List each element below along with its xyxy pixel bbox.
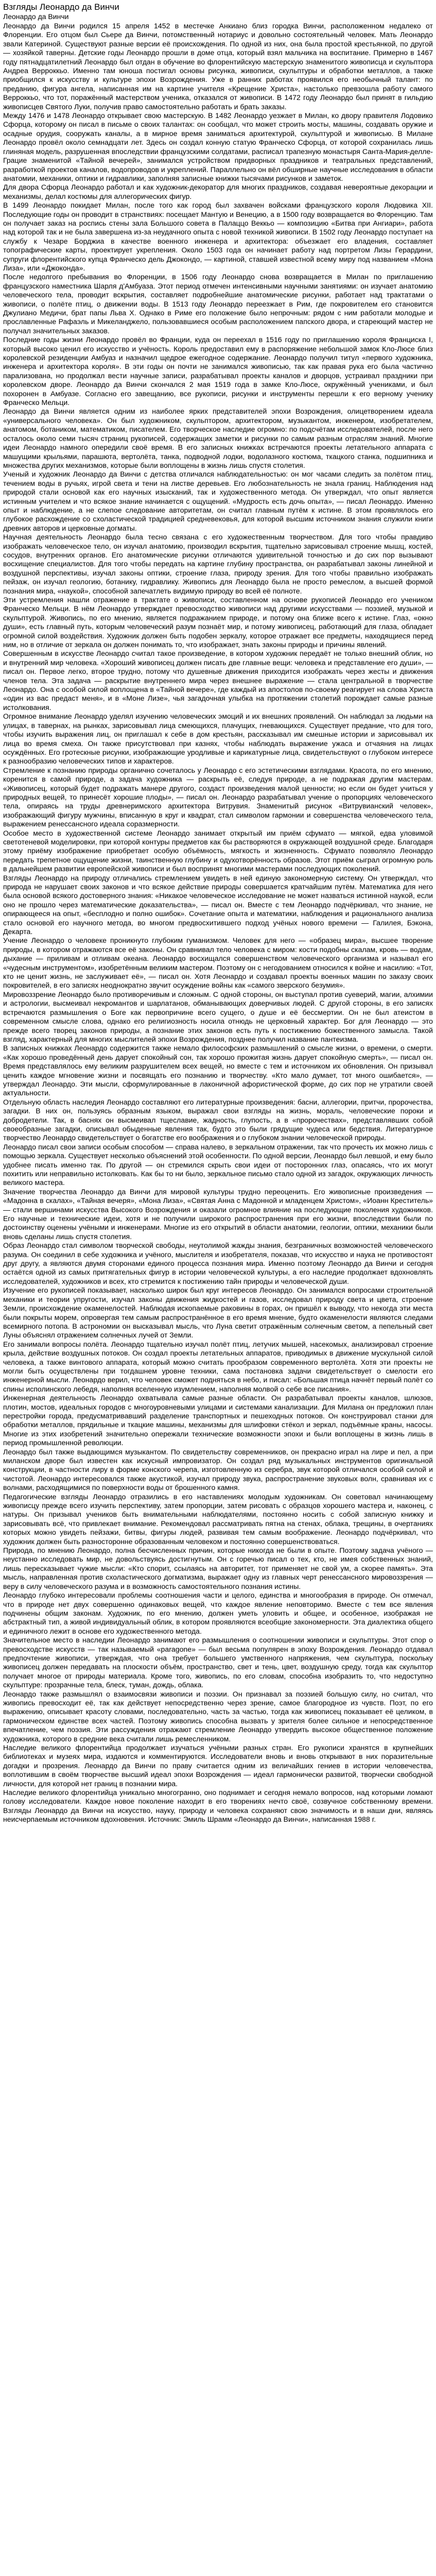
paragraph: Отдельную область наследия Леонардо составляют его литературные произведения: басни, аллегории, притчи, пророчества, загадки. В них он, пользуясь образным языком, выражал свои взгляды на жизнь, мораль, человеческие пороки и добродетели. Так, в баснях он высмеивал тщеславие, жадность, глупость, а в «пророчествах», представлявших собой своеобразные загадки, описывал обыденные явления так, будто это были грядущие чудеса или бедствия. Литературное творчество Леонардо свидетельствует о богатстве его воображения и о глубоком знании человеческой природы. <box>3 1097 433 1142</box>
paragraph: Особое место в художественной системе Леонардо занимает открытый им приём сфумато — мягкой, едва уловимой светотеневой моделировки, при которой контуры предметов как бы растворяются в окружающей воздушной среде. Благодаря этому приёму изображение приобретает особую объёмность, мягкость и жизненность. Сфумато позволяло Леонардо передать трепетное ощущение жизни, таинственную глубину и одухотворённость образов. Этот приём сыграл огромную роль в дальнейшем развитии европейской живописи и был воспринят многими мастерами последующих поколений. <box>3 828 433 873</box>
paragraph: Леонардо да Винчи является одним из наиболее ярких представителей эпохи Возрождения, олицетворением идеала «универсального человека». Он был художником, скульптором, архитектором, музыкантом, инженером, изобретателем, анатомом, ботаником, математиком, писателем. Его творческое наследие огромно: по подсчётам исследователей, после него осталось около семи тысяч страниц рукописей, содержащих заметки и рисунки по самым разным отраслям знаний. Многие идеи Леонардо намного опередили своё время. В его записных книжках встречаются проекты летательного аппарата с машущими крыльями, парашюта, вертолёта, танка, подводной лодки, водолазного костюма, ткацкого станка, подшипника и множества других механизмов, которые были воплощены в жизнь лишь спустя столетия. <box>3 407 433 469</box>
paragraph: Леонардо был также выдающимся музыкантом. По свидетельству современников, он прекрасно играл на лире и пел, а при миланском дворе был известен как искусный импровизатор. Он создал ряд музыкальных инструментов оригинальной конструкции, в частности лиру в форме конского черепа, изготовленную из серебра, звук которой отличался особой силой и чистотой. Леонардо интересовался также акустикой, изучал природу звука, распространение звуковых волн, сравнивая их с волнами, расходящимися по поверхности воды от брошенного камня. <box>3 1447 433 1492</box>
paragraph: Для двора Сфорца Леонардо работал и как художник-декоратор для многих праздников, создавая невероятные декорации и механизмы, делал костюмы для аллегорических фигур. <box>3 183 433 200</box>
paragraph: После недолгого пребывания во Флоренции, в 1506 году Леонардо снова возвращается в Милан по приглашению французского наместника Шарля д'Амбуаза. Этот период отмечен интенсивными научными занятиями: он изучает анатомию человеческого тела, проводит вскрытия, составляет подробнейшие анатомические рисунки, работает над трактатами о живописи, о полёте птиц, о движении воды. В 1513 году Леонардо переезжает в Рим, где покровителем его становится Джулиано Медичи, брат папы Льва X. Однако в Риме его положение было непрочным: рядом с ним работали молодые и прославленные Рафаэль и Микеланджело, пользовавшиеся особым расположением папского двора, и стареющий мастер не получал значительных заказов. <box>3 273 433 335</box>
paragraph: Мировоззрение Леонардо было противоречивым и сложным. С одной стороны, он выступал против суеверий, магии, алхимии и астрологии, высмеивал некромантов и шарлатанов, обманывающих доверчивых людей. С другой стороны, в его записях встречаются размышления о Боге как первопричине всего сущего, о душе и её бессмертии. Он не был атеистом в современном смысле слова, однако его религиозность носила отнюдь не церковный характер. Бог для Леонардо — это прежде всего творец законов природы, а познание этих законов есть путь к постижению божественного замысла. Такой взгляд, характерный для многих мыслителей эпохи Возрождения, позднее получил название пантеизма. <box>3 990 433 1043</box>
paragraph: Учение Леонардо о человеке проникнуто глубоким гуманизмом. Человек для него — «образец мира», высшее творение природы, в котором отражаются все её законы. Он сравнивал тело человека с миром: кости подобны скалам, кровь — водам, дыхание — приливам и отливам океана. Леонардо восхищался совершенством человеческого организма и называл его «чудесным инструментом», изобретённым великим мастером. Поэтому он с негодованием относился к войне и насилию: «Тот, кто не ценит жизнь, не заслуживает её», — писал он. Хотя Леонардо и создавал проекты военных машин по заказу своих покровителей, в его записях неоднократно звучит осуждение войны как «самого зверского безумия». <box>3 936 433 990</box>
paragraph: Леонардо также размышлял о взаимосвязи живописи и поэзии. Он признавал за поэзией большую силу, но считал, что живопись превосходит её, так как действует непосредственно через зрение, самое благородное из чувств. Поэт, по его выражению, описывает красоту словами, последовательно, часть за частью, тогда как живописец показывает её целиком, в гармоническом единстве всех частей. Поэтому живопись способна вызвать у зрителя более сильное и непосредственное впечатление, чем поэзия. Эти рассуждения отражают стремление Леонардо утвердить высокое общественное положение художника, которого в средние века считали лишь ремесленником. <box>3 1689 433 1743</box>
paragraph: Педагогические взгляды Леонардо отразились в его наставлениях молодым художникам. Он советовал начинающему живописцу прежде всего изучить перспективу, затем пропорции, затем рисовать с образцов хорошего мастера и, наконец, с натуры. Он призывал учеников быть внимательными наблюдателями, постоянно носить с собой записную книжку и зарисовывать всё, что привлекает внимание. Рекомендовал рассматривать пятна на стенах, облака, трещины, в очертаниях которых можно увидеть пейзажи, битвы, фигуры людей, развивая тем самым воображение. Леонардо подчёркивал, что художник должен быть разносторонне образованным человеком и постоянно совершенствоваться. <box>3 1492 433 1546</box>
paragraph: Научная деятельность Леонардо была тесно связана с его художественным творчеством. Для того чтобы правдиво изображать человеческое тело, он изучал анатомию, производил вскрытия, тщательно зарисовывал строение мышц, костей, сосудов, внутренних органов. Его анатомические рисунки отличаются удивительной точностью и до сих пор вызывают восхищение специалистов. Для того чтобы передать на картине глубину пространства, он разрабатывал законы линейной и воздушной перспективы, изучал законы оптики, строение глаза, природу зрения. Для того чтобы правильно изображать пейзаж, он изучал геологию, ботанику, гидравлику. Живопись для Леонардо была не просто ремеслом, а высшей формой познания мира, «наукой», способной запечатлеть видимую природу во всей её полноте. <box>3 533 433 595</box>
paragraph: Совершенным в искусстве Леонардо считал такое произведение, в котором художник передаёт не только внешний облик, но и внутренний мир человека. «Хороший живописец должен писать две главные вещи: человека и представление его души», — писал он. Первое легко, второе трудно, потому что душевные движения приходится изображать через жесты и движения членов тела. Эта задача — раскрытие внутреннего мира через внешнее выражение — стала центральной в творчестве Леонардо. Она с особой силой воплощена в «Тайной вечере», где каждый из апостолов по-своему реагирует на слова Христа «один из вас предаст меня», и в «Моне Лизе», чья загадочная улыбка на протяжении столетий порождает самые разные истолкования. <box>3 649 433 711</box>
document-body <box>3 22 433 1824</box>
paragraph: Инженерная деятельность Леонардо охватывала самые разные области. Он разрабатывал проекты каналов, шлюзов, плотин, мостов, идеальных городов с многоуровневыми улицами и системами канализации. Для Милана он предложил план перестройки города, предусматривавший разделение транспортных и пешеходных потоков. Он конструировал станки для обработки металлов, прядильные и ткацкие машины, механизмы для шлифовки стёкол и зеркал, подъёмные краны, насосы. Многие из этих изобретений значительно опережали технические возможности эпохи и были воплощены в жизнь лишь в период промышленной революции. <box>3 1394 433 1447</box>
paragraph: Леонардо глубоко интересовали проблемы соотношения части и целого, единства и многообразия в природе. Он отмечал, что в природе нет двух совершенно одинаковых вещей, что каждое явление неповторимо. Вместе с тем все явления подчинены общим законам. Художник, по его мнению, должен уметь уловить и общее, и особенное, изображая не абстрактный тип, а живой индивидуальный облик, в котором проявляются всеобщие закономерности. Эта диалектика общего и единичного лежит в основе его художественного метода. <box>3 1591 433 1635</box>
paragraph: Между 1476 и 1478 Леонардо открывает свою мастерскую. В 1482 Леонардо уезжает в Милан, ко двору правителя Лодовико Сфорца, которому он писал в письме о своих талантах: он сообщал, что может строить мосты, машины, создавать оружие и осадные орудия, сооружать каналы, а в мирное время заниматься архитектурой, скульптурой и живописью. В Милане Леонардо провёл около семнадцати лет. Здесь он создал конную статую Франческо Сфорца, от которой сохранилась лишь глиняная модель, разрушенная впоследствии французскими солдатами, расписал трапезную монастыря Санта-Мария-делле-Грацие знаменитой «Тайной вечерей», занимался устройством придворных праздников и театральных представлений, разработкой проектов каналов, водопроводов и укреплений. Параллельно он вёл обширные научные исследования в области анатомии, механики, оптики и гидравлики, заполняя записные книжки тысячами рисунков и заметок. <box>3 111 433 182</box>
document-title: Взгляды Леонардо да Винчи <box>3 2 119 12</box>
paragraph: В 1499 Леонардо покидает Милан, после того как город был захвачен войсками французского короля Людовика XII. Последующие годы он проводит в странствиях: посещает Мантую и Венецию, а в 1500 году возвращается во Флоренцию. Там он получает заказ на роспись стены зала Большого совета в Палаццо Веккьо — композицию «Битва при Ангиари», работа над которой так и не была завершена из-за неудачного опыта с новой техникой живописи. В 1502 году Леонардо поступает на службу к Чезаре Борджиа в качестве военного инженера и архитектора: объезжает его владения, составляет топографические карты, проектирует укрепления. Около 1503 года он начинает работу над портретом Лизы Герардини, супруги флорентийского купца Франческо дель Джокондо, — картиной, ставшей известной всему миру под названием «Мона Лиза», или «Джоконда». <box>3 201 433 272</box>
paragraph: Взгляды Леонардо на природу отличались стремлением увидеть в ней единую закономерную систему. Он утверждал, что природа не нарушает своих законов и что всякое действие природы совершается кратчайшим путём. Математика для него была основой всякого достоверного знания: «Никакое человеческое исследование не может назваться истинной наукой, если оно не прошло через математические доказательства», — писал он. Вместе с тем Леонардо подчёркивал, что знание, не опирающееся на опыт, «бесплодно и полно ошибок». Сочетание опыта и математики, наблюдения и рационального анализа стало основой его научного метода, во многом предвосхитившего подход учёных нового времени — Галилея, Бэкона, Декарта. <box>3 873 433 936</box>
paragraph: Леонардо да Винчи родился 15 апреля 1452 в местечке Анкиано близ городка Винчи, расположенном недалеко от Флоренции. Его отцом был Сьере да Винчи, потомственный нотариус и довольно состоятельный человек. Мать Леонардо звали Катериной. Существуют разные версии её происхождения. По одной из них, она была простой крестьянкой, по другой — хозяйкой таверны. Детские годы Леонардо прошли в доме отца, который взял мальчика на воспитание. Примерно в 1467 году пятнадцатилетний Леонардо был отдан в обучение во флорентийскую мастерскую знаменитого живописца и скульптора Андреа Верроккьо. Именно там юноша постигал основы рисунка, живописи, скульптуры и обработки металлов, а также приобщился к искусству и культуре эпохи Возрождения. Уже в ранних работах проявился его необычный талант: по преданию, фигура ангела, написанная им на картине учителя «Крещение Христа», настолько превзошла работу самого Верроккьо, что тот, поражённый мастерством ученика, отказался от живописи. В 1472 году Леонардо был принят в гильдию живописцев Святого Луки, получив право самостоятельно работать и брать заказы. <box>3 22 433 111</box>
paragraph: В записных книжках Леонардо содержится также немало философских размышлений о смысле жизни, о времени, о смерти. «Как хорошо проведённый день дарует спокойный сон, так хорошо прожитая жизнь дарует спокойную смерть», — писал он. Время представлялось ему великим разрушителем всех вещей, но вместе с тем и источником их обновления. Он призывал ценить каждое мгновение жизни и посвящать его познанию и творчеству. «Кто мало думает, тот много ошибается», — утверждал Леонардо. Эти мысли, сформулированные в лаконичной афористической форме, до сих пор не утратили своей актуальности. <box>3 1044 433 1097</box>
paragraph: Изучение его рукописей показывает, насколько широк был круг интересов Леонардо. Он занимался вопросами строительной механики и теории упругости, изучал законы движения жидкостей и газов, исследовал природу света и цвета, строение Земли, происхождение окаменелостей. Наблюдая ископаемые раковины в горах, он пришёл к выводу, что некогда эти места были покрыты морем, опровергая тем самым распространённое в его время мнение, будто окаменелости являются следами всемирного потопа. В астрономии он высказывал мысль, что Луна светит отражённым солнечным светом, а пепельный свет Луны объяснял отражением солнечных лучей от Земли. <box>3 1286 433 1340</box>
document-subtitle: Леонардо да Винчи <box>3 12 69 21</box>
paragraph: Наследие великого флорентийца уникально многогранно, оно поднимает и сегодня немало вопросов, над которыми ломают голову исследователи. Каждое новое поколение находит в его творениях нечто своё, созвучное собственному времени. Взгляды Леонардо да Винчи на искусство, науку, природу и человека сохраняют свою значимость и в наши дни, являясь неисчерпаемым источником вдохновения. Источник: Эмиль Шрамм «Леонардо да Винчи», написанная 1988 г. <box>3 1788 433 1824</box>
paragraph: Образ Леонардо стал символом творческой свободы, неутолимой жажды знания, безграничных возможностей человеческого разума. Он соединил в себе художника и учёного, мыслителя и изобретателя, показав, что искусство и наука не противостоят друг другу, а являются двумя сторонами единого процесса познания мира. Именно поэтому Леонардо да Винчи и сегодня остаётся одной из самых притягательных фигур в истории человеческой культуры, а его наследие продолжает вдохновлять исследователей, художников и всех, кто стремится к постижению тайн природы и человеческой души. <box>3 1241 433 1285</box>
paragraph: Стремление к познанию природы органично сочеталось у Леонардо с его эстетическими взглядами. Красота, по его мнению, коренится в самой природе, а задача художника — раскрыть её, следуя природе, а не подражая другим мастерам. «Живописец, который будет подражать манере другого, создаст произведения малой ценности; но если он будет учиться у природных вещей, то принесёт хорошие плоды», — писал он. Леонардо разрабатывал учение о пропорциях человеческого тела, опираясь на труды древнеримского архитектора Витрувия. Знаменитый рисунок «Витрувианский человек», изображающий фигуру мужчины, вписанную в круг и квадрат, стал символом гармонии и совершенства человеческого тела, выражением ренессансного идеала соразмерности. <box>3 766 433 828</box>
paragraph: Значение творчества Леонардо да Винчи для мировой культуры трудно переоценить. Его живописные произведения — «Мадонна в скалах», «Тайная вечеря», «Мона Лиза», «Святая Анна с Мадонной и младенцем Христом», «Иоанн Креститель» — стали вершинами искусства Высокого Возрождения и оказали огромное влияние на последующие поколения художников. Его научные и технические идеи, хотя и не получили широкого распространения при его жизни, впоследствии были по достоинству оценены учёными и инженерами. Многие из его открытий в области анатомии, геологии, оптики, механики были вновь сделаны лишь спустя столетия. <box>3 1187 433 1241</box>
paragraph: Ученый и художник Леонардо да Винчи с детства отличался наблюдательностью: он мог часами следить за полётом птиц, течением воды в ручьях, игрой света и тени на листве деревьев. Его любознательность не знала границ. Наблюдения над природой стали основой как его научных изысканий, так и художественного метода. Он утверждал, что опыт является истинным учителем и что всякое знание начинается с ощущений. «Мудрость есть дочь опыта», — писал Леонардо. Именно опыт и наблюдение, а не слепое следование авторитетам, он считал главным путём к истине. В этом проявлялось его глубокое расхождение со схоластической традицией средневековья, для которой высшим источником знания служили книги древних авторов и церковные догматы. <box>3 470 433 532</box>
paragraph: Значительное место в наследии Леонардо занимают его размышления о соотношении живописи и скульптуры. Этот спор о превосходстве искусств — так называемый «paragone» — был весьма популярен в эпоху Возрождения. Леонардо отдавал предпочтение живописи, утверждая, что она требует большего умственного напряжения, чем скульптура, поскольку живописец должен передавать на плоскости объём, пространство, свет и тень, цвет, воздушную среду, тогда как скульптор получает многое от природы материала. Кроме того, живопись, по его словам, способна изобразить то, что недоступно скульптуре: прозрачные тела, блеск, туман, дождь, облака. <box>3 1636 433 1689</box>
paragraph: Последние годы жизни Леонардо провёл во Франции, куда он переехал в 1516 году по приглашению короля Франциска I, который высоко ценил его искусство и учёность. Король предоставил ему в распоряжение небольшой замок Кло-Люсе близ королевской резиденции Амбуаз и назначил щедрое ежегодное содержание. Леонардо получил титул «первого художника, инженера и архитектора короля». В эти годы он почти не занимался живописью, так как правая рука его была частично парализована, но продолжал вести научные записи, разрабатывал проекты каналов и дворцов, устраивал праздники при королевском дворе. Леонардо да Винчи скончался 2 мая 1519 года в замке Кло-Люсе, окружённый учениками, и был похоронен в Амбуазе. Согласно его завещанию, все рукописи, рисунки и инструменты перешли к его верному ученику Франческо Мельци. <box>3 335 433 407</box>
paragraph: Природа, по мнению Леонардо, полна бесчисленных причин, которые никогда не были в опыте. Поэтому задача учёного — неустанно исследовать мир, не довольствуясь достигнутым. Он с горечью писал о тех, кто, не имея собственных знаний, лишь пересказывает чужие мысли: «Кто спорит, ссылаясь на авторитет, тот применяет не свой ум, а скорее память». Эта мысль, направленная против схоластического догматизма, выражает одну из главных черт ренессансного мировоззрения — веру в силу человеческого разума и в возможность самостоятельного познания истины. <box>3 1546 433 1590</box>
paragraph: Его занимали вопросы полёта. Леонардо тщательно изучал полёт птиц, летучих мышей, насекомых, анализировал строение крыла, действие воздушных потоков. Он создал проекты летательных аппаратов, приводимых в движение мускульной силой человека, а также винтового аппарата, который можно считать прообразом современного вертолёта. Хотя эти проекты не могли быть осуществлены при тогдашнем уровне техники, сама постановка задачи свидетельствует о смелости его инженерной мысли. Леонардо верил, что человек сможет подняться в небо, и писал: «Большая птица начнёт первый полёт со спины исполинского лебедя, наполняя вселенную изумлением, наполняя молвой о себе все писания». <box>3 1340 433 1393</box>
paragraph: Огромное внимание Леонардо уделял изучению человеческих эмоций и их внешних проявлений. Он наблюдал за людьми на улицах, в тавернах, на рынках, зарисовывал лица смеющихся, плачущих, гневающихся. Существует предание, что для того, чтобы изучить выражения лиц, он приглашал к себе в дом крестьян, рассказывал им смешные истории и зарисовывал их лица во время смеха. Он также присутствовал при казнях, чтобы наблюдать выражение ужаса и отчаяния на лицах осуждённых. Его гротескные рисунки, изображающие уродливые и карикатурные лица, свидетельствуют о глубоком интересе к разнообразию человеческих типов и характеров. <box>3 712 433 766</box>
paragraph: Леонардо писал свои записи особым способом — справа налево, в зеркальном отражении, так что прочесть их можно лишь с помощью зеркала. Существует несколько объяснений этой особенности. По одной версии, Леонардо был левшой, и ему было удобнее писать именно так. По другой — он стремился скрыть свои идеи от посторонних глаз, опасаясь, что их могут похитить или неправильно истолковать. Как бы то ни было, зеркальное письмо стало одной из загадок, окружающих личность великого мастера. <box>3 1142 433 1187</box>
paragraph: Эти устремления нашли отражение в трактате о живописи, составленном на основе рукописей Леонардо его учеником Франческо Мельци. В нём Леонардо утверждает превосходство живописи над другими искусствами — поэзией, музыкой и скульптурой. Живопись, по его мнению, является подражанием природе, и потому она ближе всего к истине. Глаз, «окно души», есть главный путь, которым человеческий разум познаёт мир, и потому живописец, работающий для глаза, обладает огромной силой воздействия. Художник должен быть подобен зеркалу, которое отражает все предметы, находящиеся перед ним, но в отличие от зеркала он должен понимать то, что изображает, знать законы природы и причины явлений. <box>3 596 433 649</box>
paragraph: Наследие великого флорентийца продолжает изучаться учёными разных стран. Его рукописи хранятся в крупнейших библиотеках и музеях мира, издаются и комментируются. Исследователи вновь и вновь открывают в них поразительные догадки и прозрения. Леонардо да Винчи по праву считается одним из величайших гениев в истории человечества, воплотившим в своём творчестве высший идеал эпохи Возрождения — идеал гармонически развитой, творчески свободной личности, для которой нет границ в познании мира. <box>3 1743 433 1788</box>
